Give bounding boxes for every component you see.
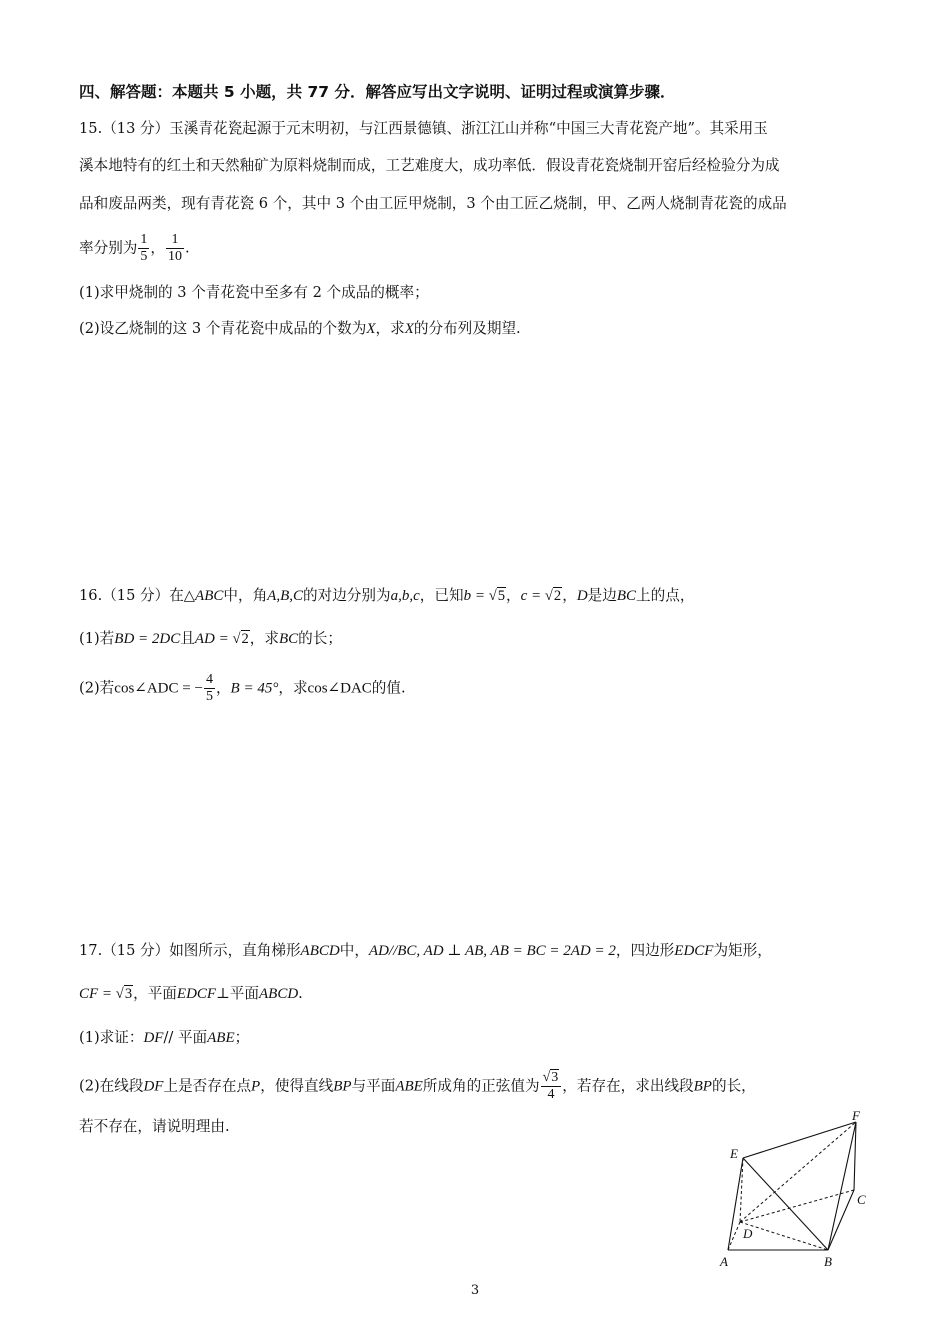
edge-FB — [828, 1122, 856, 1250]
q17-line-2: CF = √3，平面EDCF⊥平面ABCD. — [79, 985, 303, 1002]
q17-fraction: $\frac{√3}{4}$ — [541, 1070, 562, 1103]
q15-part-1: (1)求甲烧制的 3 个青花瓷中至多有 2 个成品的概率； — [79, 284, 429, 301]
q17-part-2-cont: 若不存在，请说明理由. — [79, 1118, 230, 1135]
section-heading: 四、解答题：本题共 5 小题，共 77 分．解答应写出文字说明、证明过程或演算步骤． — [79, 83, 676, 101]
q17-line-1: 17.（15 分）如图所示，直角梯形ABCD中，AD//BC, AD ⊥ AB, AB = BC = 2AD = 2，四边形EDCF为矩形， — [79, 942, 772, 959]
label-A: A — [720, 1254, 728, 1269]
edge-CB — [828, 1190, 854, 1250]
page-number: 3 — [470, 1283, 480, 1298]
edge-EB — [743, 1158, 828, 1250]
q15-fraction-1: $\frac{1}{5}$ — [140, 232, 148, 264]
label-C: C — [857, 1192, 866, 1207]
q17-part-1: (1)求证：DF// 平面ABE； — [79, 1029, 250, 1046]
label-F: F — [852, 1110, 860, 1123]
edge-DF-hidden — [740, 1122, 856, 1222]
q15-part-2: (2)设乙烧制的这 3 个青花瓷中成品的个数为X，求X的分布列及期望. — [79, 320, 521, 337]
q15-line-3: 品和废品两类，现有青花瓷 6 个，其中 3 个由工匠甲烧制，3 个由工匠乙烧制，甲、乙两人烧制青花瓷的成品 — [79, 195, 787, 212]
label-E: E — [730, 1146, 738, 1161]
edge-EF — [743, 1122, 856, 1158]
q16-part-1: (1)若BD = 2DC且AD = √2，求BC的长； — [79, 630, 342, 647]
q15-line-4: 率分别为 $\frac{1}{5}$ ， $\frac{1}{10}$ . — [79, 232, 190, 264]
label-D: D — [743, 1226, 753, 1241]
q15-line-2: 溪本地特有的红土和天然釉矿为原料烧制而成，工艺难度大，成功率低．假设青花瓷烧制开窑后经检验分为成 — [79, 157, 780, 174]
q16-line-1: 16.（15 分）在△ABC中，角A,B,C的对边分别为a,b,c，已知b = √5，c = √2，D是边BC上的点， — [79, 587, 695, 604]
q17-part-2: (2)在线段DF上是否存在点P，使得直线BP与平面ABE所成角的正弦值为 $\frac{√3}{4}$ ，若存在，求出线段BP的长， — [79, 1070, 756, 1102]
q15-rate-label: 率分别为 — [79, 239, 138, 257]
label-B: B — [824, 1254, 832, 1269]
q16-part-2: (2)若cos∠ADC = − $\frac{4}{5}$ ，B = 45°，求cos∠DAC的值. — [79, 672, 406, 704]
q16-fraction: $\frac{4}{5}$ — [205, 672, 213, 704]
geometry-figure — [716, 1110, 876, 1272]
q15-line-1: 15.（13 分）玉溪青花瓷起源于元末明初，与江西景德镇、浙江江山并称“中国三大青花瓷产地”。其采用玉 — [79, 120, 768, 137]
q15-fraction-2: $\frac{1}{10}$ — [168, 232, 182, 264]
